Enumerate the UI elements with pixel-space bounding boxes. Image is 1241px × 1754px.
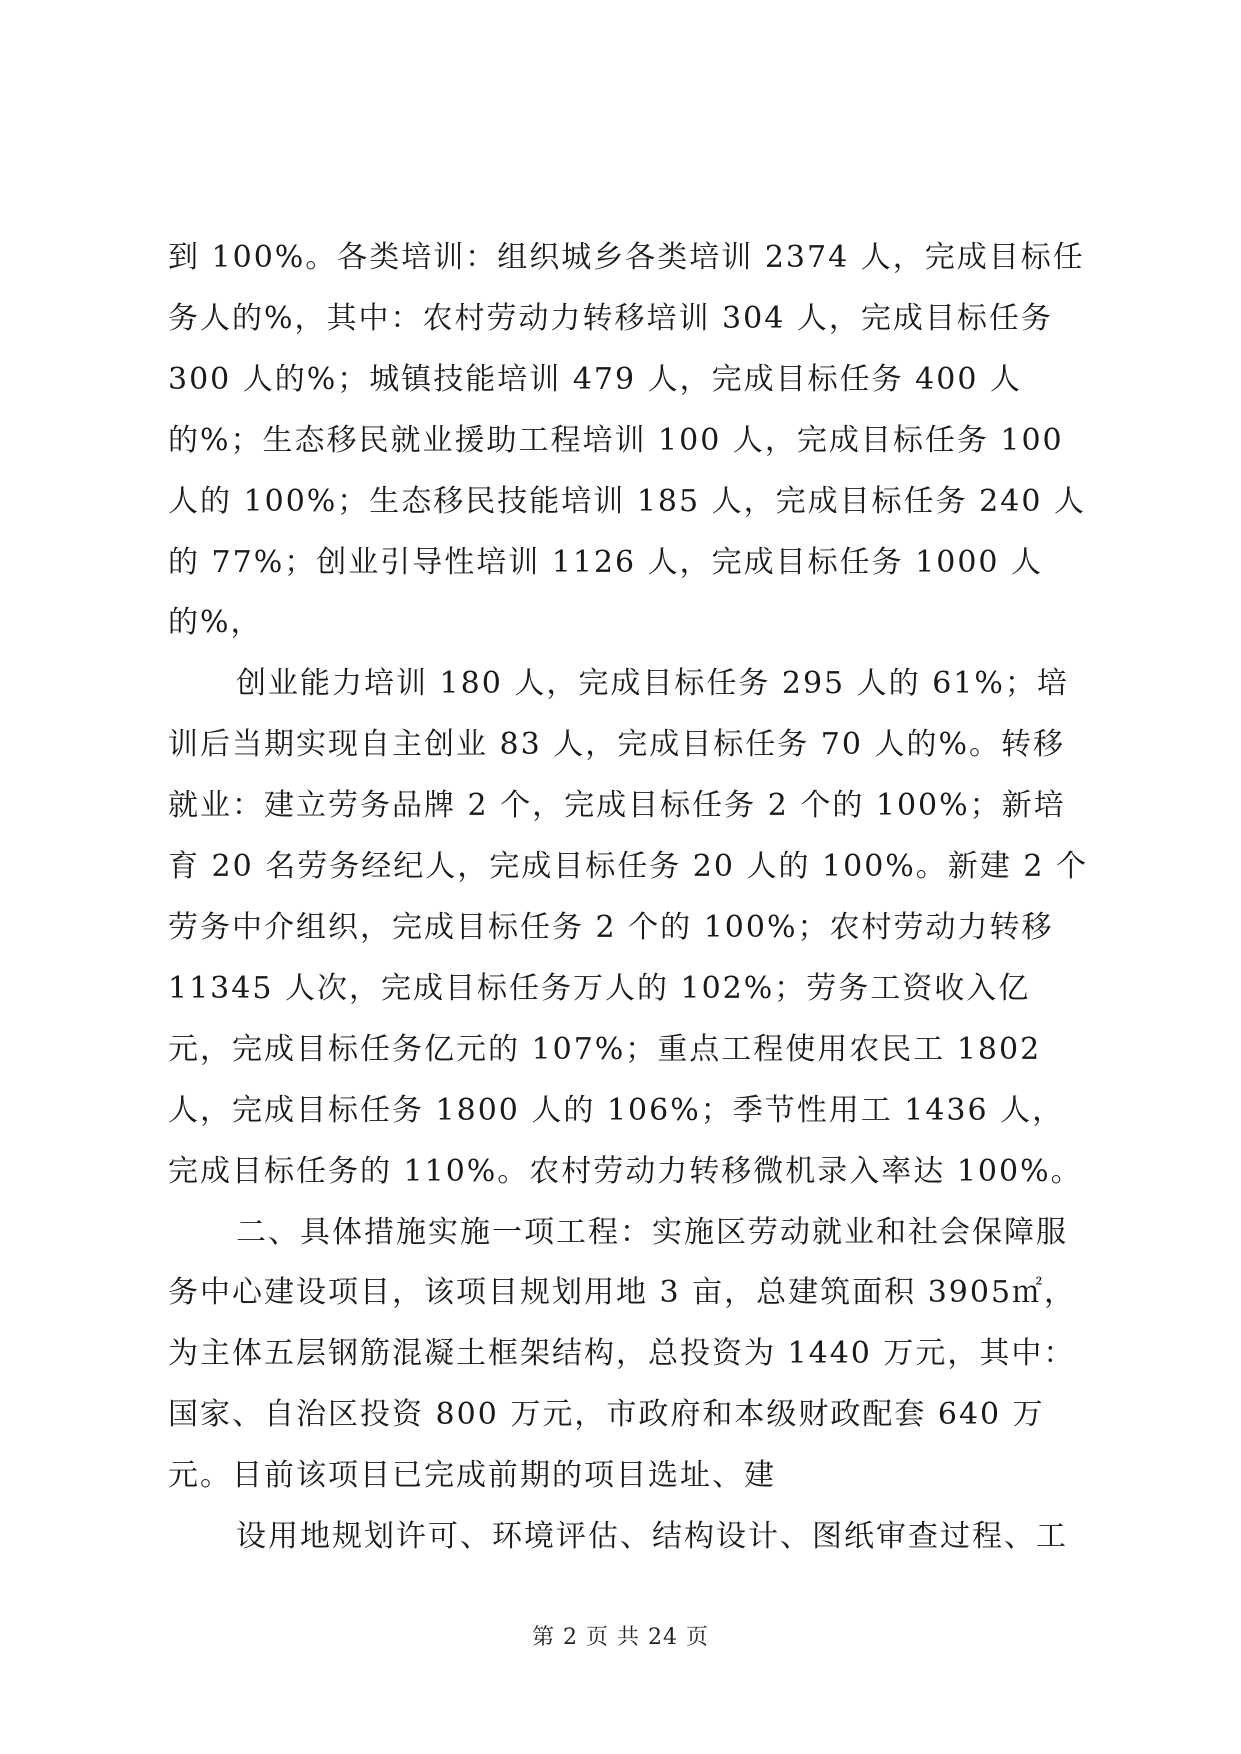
paragraph-3: 二、具体措施实施一项工程：实施区劳动就业和社会保障服务中心建设项目，该项目规划用地 3 亩，总建筑面积 3905㎡，为主体五层钢筋混凝土框架结构，总投资为 1440 万元，其中：国家、自治区投资 800 万元，市政府和本级财政配套 640 万元。目前该项目已完成前期的项目选址、建	[168, 1214, 1077, 1494]
paragraph-1: 到 100%。各类培训：组织城乡各类培训 2374 人，完成目标任务人的%，其中：农村劳动力转移培训 304 人，完成目标任务 300 人的%；城镇技能培训 479 人，完成目标任务 400 人的%；生态移民就业援助工程培训 100 人，完成目标任务 100 人的 100%；生态移民技能培训 185 人，完成目标任务 240 人的 77%；创业引导性培训 1126 人，完成目标任务 1000 人的%，	[168, 240, 1086, 641]
paragraph-2: 创业能力培训 180 人，完成目标任务 295 人的 61%；培训后当期实现自主创业 83 人，完成目标任务 70 人的%。转移就业：建立劳务品牌 2 个，完成目标任务 2 个的 100%；新培育 20 名劳务经纪人，完成目标任务 20 人的 100%。新建 2 个劳务中介组织，完成目标任务 2 个的 100%；农村劳动力转移 11345 人次，完成目标任务万人的 102%；劳务工资收入亿元，完成目标任务亿元的 107%；重点工程使用农民工 1802 人，完成目标任务 1800 人的 106%；季节性用工 1436 人，完成目标任务的 110%。农村劳动力转移微机录入率达 100%。	[168, 666, 1088, 1189]
page-number-footer: 第 2 页 共 24 页	[532, 1625, 709, 1650]
paragraph-4: 设用地规划许可、环境评估、结构设计、图纸审查过程、工	[236, 1519, 1068, 1555]
document-body	[168, 228, 1088, 1568]
